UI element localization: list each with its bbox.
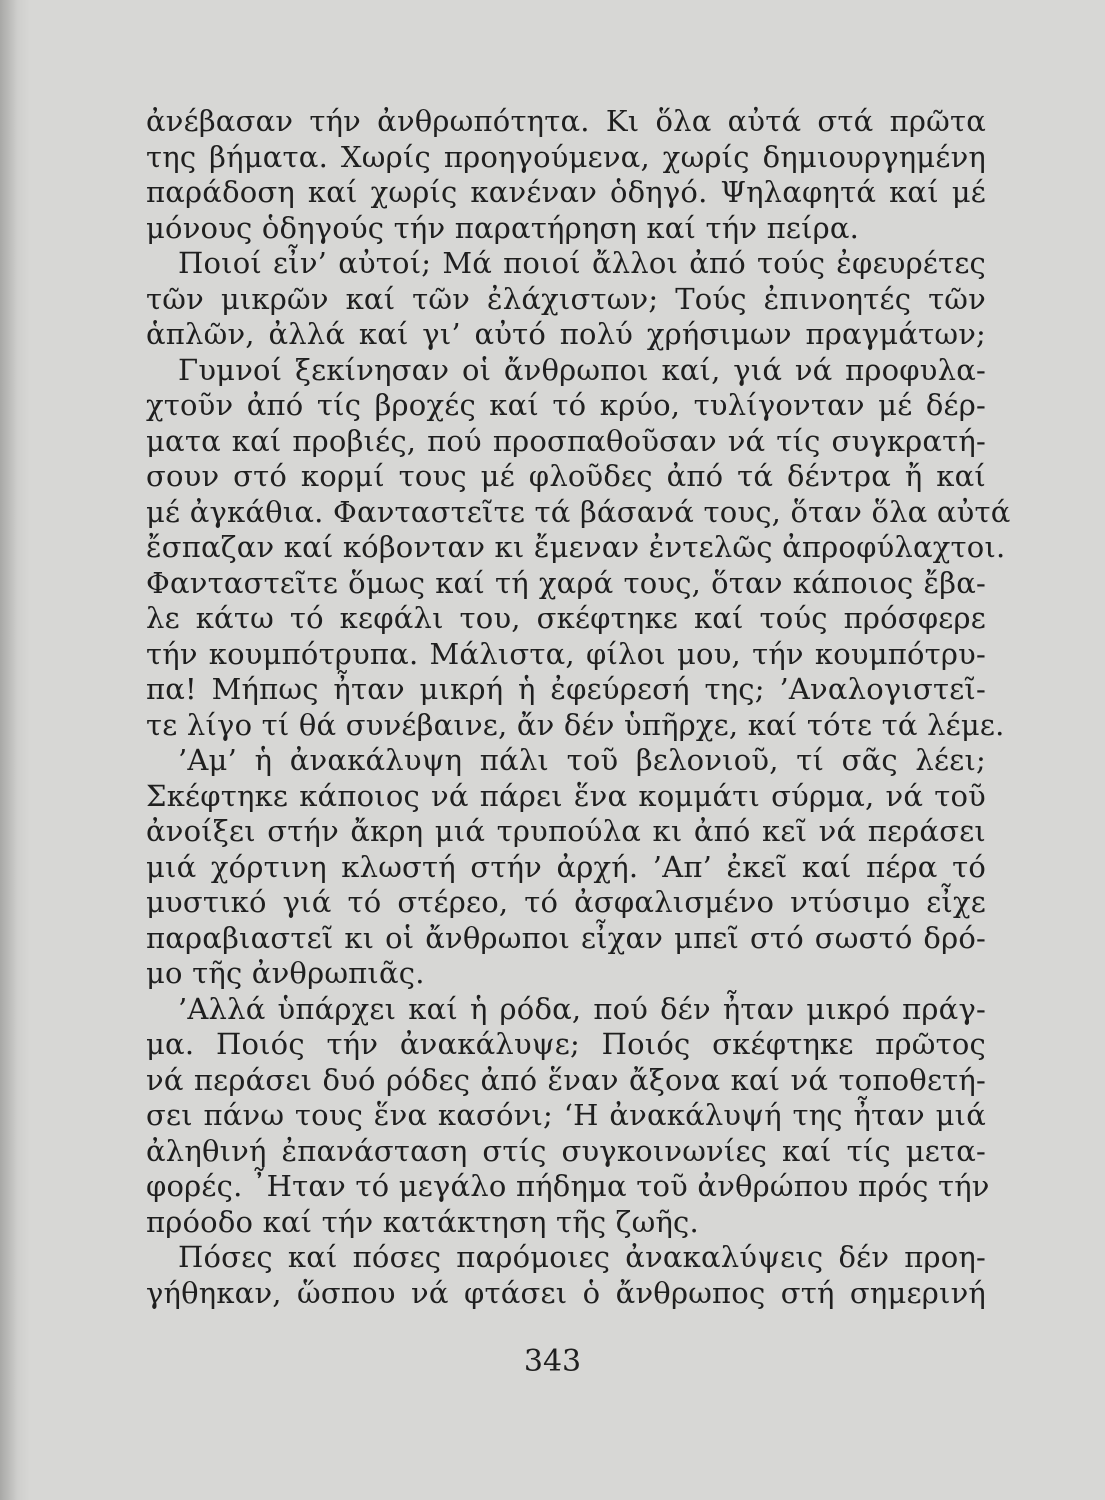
- text-line: μο τῆς ἀνθρωπιᾶς.: [146, 956, 425, 990]
- text-line: μέ ἀγκάθια. Φανταστεῖτε τά βάσανά τους, ὅταν ὅλα αὐτά: [146, 494, 1011, 529]
- text-line: τήν κουμπότρυπα. Μάλιστα, φίλοι μου, τήν κουμπότρυ-: [146, 636, 986, 671]
- text-line: Πόσες καί πόσες παρόμοιες ἀνακαλύψεις δέν προη-: [178, 1240, 986, 1274]
- text-line: Ποιοί εἶν’ αὐτοί; Μά ποιοί ἄλλοι ἀπό τούς ἐφευρέτες: [178, 246, 986, 280]
- text-line: της βήματα. Χωρίς προηγούμενα, χωρίς δημιουργημένη: [146, 139, 986, 174]
- text-line: μόνους ὁδηγούς τήν παρατήρηση καί τήν πείρα.: [146, 210, 860, 245]
- text-line: μιά χόρτινη κλωστή στήν ἀρχή. ’Απ’ ἐκεῖ καί πέρα τό: [146, 849, 986, 884]
- text-line: ’Αλλά ὑπάρχει καί ἡ ρόδα, πού δέν ἦταν μικρό πράγ-: [178, 991, 986, 1026]
- text-line: ἁπλῶν, ἀλλά καί γι’ αὐτό πολύ χρήσιμων πραγμάτων;: [146, 317, 986, 351]
- text-line: μα. Ποιός τήν ἀνακάλυψε; Ποιός σκέφτηκε πρῶτος: [146, 1027, 986, 1061]
- text-line: χτοῦν ἀπό τίς βροχές καί τό κρύο, τυλίγονταν μέ δέρ-: [146, 388, 986, 422]
- text-line: πρόοδο καί τήν κατάκτηση τῆς ζωῆς.: [146, 1204, 699, 1239]
- text-line: τε λίγο τί θά συνέβαινε, ἄν δέν ὑπῆρχε, καί τότε τά λέμε.: [146, 707, 1005, 742]
- text-line: Φανταστεῖτε ὅμως καί τή χαρά τους, ὅταν κάποιος ἔβα-: [146, 565, 986, 600]
- body-text: [146, 104, 1011, 1311]
- text-line: ἀνέβασαν τήν ἀνθρωπότητα. Κι ὅλα αὐτά στά πρῶτα: [146, 104, 986, 138]
- text-line: σει πάνω τους ἕνα κασόνι; ‘Η ἀνακάλυψή της ἦταν μιά: [146, 1098, 986, 1132]
- text-line: ἀληθινή ἐπανάσταση στίς συγκοινωνίες καί τίς μετα-: [146, 1133, 986, 1168]
- text-line: πα! Μήπως ἦταν μικρή ἡ ἐφεύρεσή της; ’Αναλογιστεῖ-: [146, 672, 986, 706]
- text-line: νά περάσει δυό ρόδες ἀπό ἕναν ἄξονα καί νά τοποθετή-: [146, 1062, 986, 1097]
- text-line: λε κάτω τό κεφάλι του, σκέφτηκε καί τούς πρόσφερε: [146, 601, 986, 635]
- page-gutter-shadow: [0, 0, 30, 1500]
- text-line: ἀνοίξει στήν ἄκρη μιά τρυπούλα κι ἀπό κεῖ νά περάσει: [146, 814, 986, 848]
- page-number: 343: [523, 1344, 582, 1379]
- text-line: Γυμνοί ξεκίνησαν οἱ ἄνθρωποι καί, γιά νά προφυλα-: [178, 352, 986, 387]
- text-line: ’Αμ’ ἡ ἀνακάλυψη πάλι τοῦ βελονιοῦ, τί σᾶς λέει;: [178, 743, 986, 777]
- text-line: Σκέφτηκε κάποιος νά πάρει ἕνα κομμάτι σύρμα, νά τοῦ: [146, 778, 986, 813]
- text-line: τῶν μικρῶν καί τῶν ἐλάχιστων; Τούς ἐπινοητές τῶν: [146, 281, 986, 316]
- text-line: παραβιαστεῖ κι οἱ ἄνθρωποι εἶχαν μπεῖ στό σωστό δρό-: [146, 920, 986, 955]
- text-line: ἔσπαζαν καί κόβονταν κι ἔμεναν ἐντελῶς ἀπροφύλαχτοι.: [146, 530, 1006, 564]
- text-line: παράδοση καί χωρίς κανέναν ὁδηγό. Ψηλαφητά καί μέ: [146, 175, 986, 209]
- text-line: μυστικό γιά τό στέρεο, τό ἀσφαλισμένο ντύσιμο εἶχε: [146, 885, 986, 919]
- text-line: ματα καί προβιές, πού προσπαθοῦσαν νά τίς συγκρατή-: [146, 423, 986, 458]
- text-line: φορές. ῏Ηταν τό μεγάλο πήδημα τοῦ ἀνθρώπου πρός τήν: [146, 1169, 990, 1203]
- text-line: γήθηκαν, ὥσπου νά φτάσει ὁ ἄνθρωπος στή σημερινή: [146, 1275, 986, 1310]
- text-line: σουν στό κορμί τους μέ φλοῦδες ἀπό τά δέντρα ἤ καί: [146, 459, 986, 493]
